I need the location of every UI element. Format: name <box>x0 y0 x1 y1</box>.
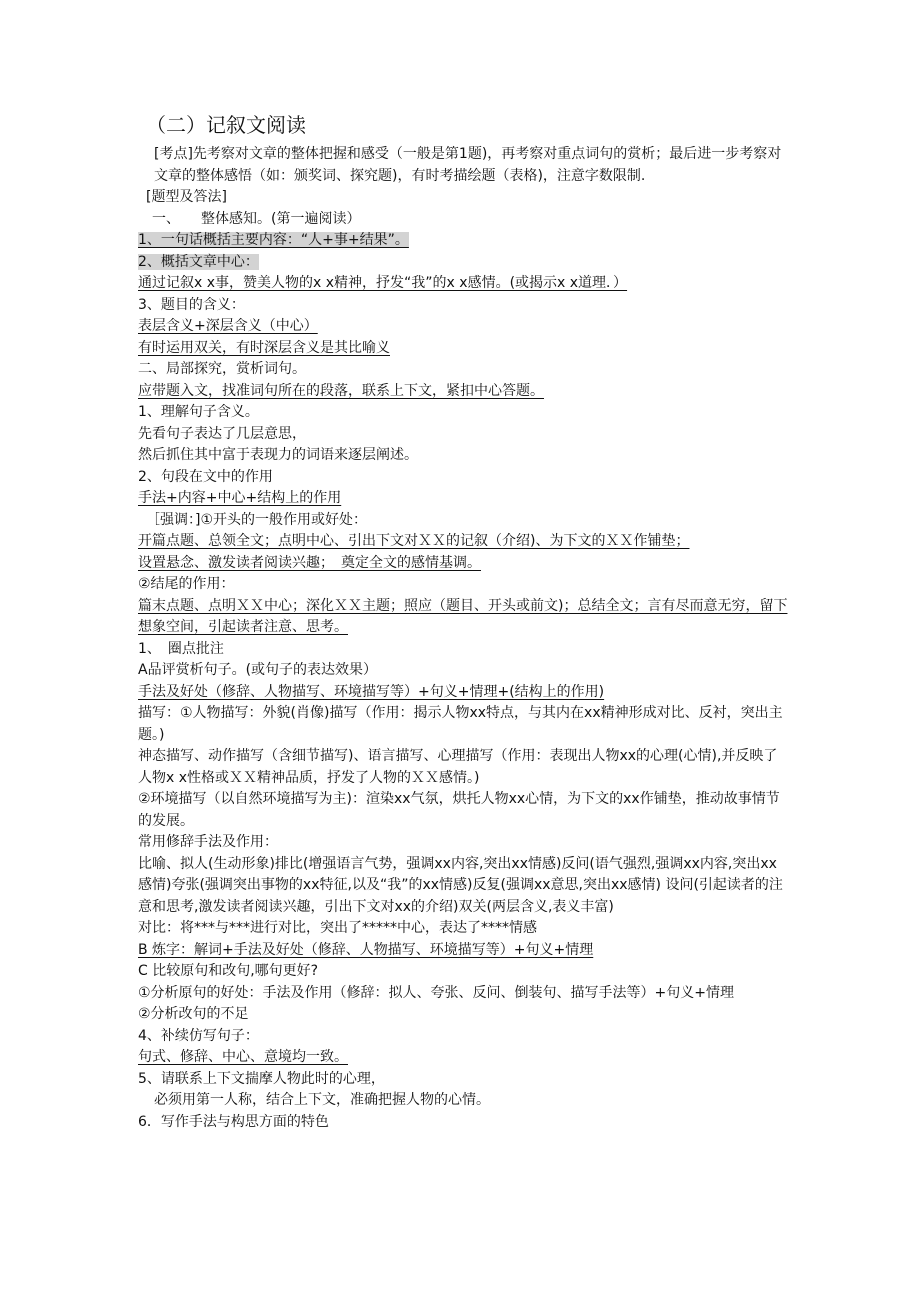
line-expression: 神态描写、动作描写（含细节描写)、语言描写、心理描写（作用：表现出人物xx的心理(心情),并反映了人物x x性格或ＸＸ精神品质，抒发了人物的ＸＸ感情。) <box>138 748 778 786</box>
line-ending: ②结尾的作用： <box>138 576 235 592</box>
line-revised: ②分析改句的不足 <box>138 1006 249 1022</box>
intro-paragraph: [考点]先考察对文章的整体把握和感受（一般是第1题)，再考察对重点词句的赏析；最后进一步考察对文章的整体感悟（如：颁奖词、探究题)，有时考描绘题（表格)，注意字数限制. <box>154 146 782 184</box>
line-role: 2、句段在文中的作用 <box>138 468 273 485</box>
line-psychology: 5、请联系上下文揣摩人物此时的心理， <box>138 1070 385 1087</box>
line-rhetoric-list: 比喻、拟人(生动形象)排比(增强语言气势，强调xx内容,突出xx情感)反问(语气强烈,强调xx内容,突出xx感情)夸张(强调突出事物的xx特征,以及“我”的xx情感)反复(强调xx意思,突出xx感情) 设问(引起读者的注意和思考,激发读者阅读兴趣，引出下文对xx的介绍)双关(两层含义,表义丰富) <box>138 855 783 915</box>
line-title-layers: 表层含义+深层含义（中心） <box>138 318 318 334</box>
line-word-refine: B 炼字：解词+手法及好处（修辞、人物描写、环境描写等）+句义+情理 <box>138 941 594 958</box>
line-layers: 先看句子表达了几层意思， <box>138 425 306 442</box>
line-words: 然后抓住其中富于表现力的词语来逐层阐述。 <box>138 447 418 463</box>
line-opening-2: 设置悬念、激发读者阅读兴趣； 奠定全文的感情基调。 <box>138 554 481 571</box>
line-center-formula: 通过记叙x x事，赞美人物的x x精神，抒发“我”的x x感情。(或揭示x x道理．） <box>138 275 628 291</box>
line-imitate-req: 句式、修辞、中心、意境均一致。 <box>138 1049 348 1065</box>
line-overall: 一、 整体感知。(第一遍阅读） <box>152 210 361 227</box>
line-annotate: 1、 圈点批注 <box>138 640 224 657</box>
line-first-person: 必须用第一人称，结合上下文，准确把握人物的心情。 <box>154 1092 490 1108</box>
line-local: 二、局部探究，赏析词句。 <box>138 361 306 377</box>
line-local-method: 应带题入文，找准词句所在的段落，联系上下文，紧扣中心答题。 <box>138 382 544 399</box>
line-title-meaning: 3、题目的含义： <box>138 296 245 313</box>
line-compare: C 比较原句和改句,哪句更好? <box>138 963 319 979</box>
line-imitate: 4、补续仿写句子： <box>138 1027 259 1044</box>
line-qtype: [题型及答法] <box>146 189 227 205</box>
section-title: （二）记叙文阅读 <box>146 113 306 137</box>
line-understand: 1、理解句子含义。 <box>138 404 259 420</box>
line-opening: 开篇点题、总领全文；点明中心、引出下文对ＸＸ的记叙（介绍)、为下文的ＸＸ作铺垫； <box>138 533 690 549</box>
line-original: ①分析原句的好处：手法及作用（修辞：拟人、夸张、反问、倒装句、描写手法等）+句义+情理 <box>138 984 735 1001</box>
line-features: 6．写作手法与构思方面的特色 <box>138 1113 329 1130</box>
line-title-pun: 有时运用双关，有时深层含义是其比喻义 <box>138 339 390 356</box>
line-appreciate: A品评赏析句子。(或句子的表达效果） <box>138 662 378 678</box>
line-environment: ②环境描写（以自然环境描写为主)：渲染xx气氛，烘托人物xx心情，为下文的xx作铺垫，推动故事情节的发展。 <box>138 791 780 829</box>
document-page <box>138 110 788 1133</box>
line-center: 2、概括文章中心： <box>138 253 259 270</box>
line-appreciate-formula: 手法及好处（修辞、人物描写、环境描写等）+句义+情理+(结构上的作用) <box>138 683 605 700</box>
line-rhetoric: 常用修辞手法及作用： <box>138 834 278 850</box>
line-ending-roles: 篇末点题、点明ＸＸ中心；深化ＸＸ主题；照应（题目、开头或前文)；总结全文；言有尽而意无穷，留下想象空间，引起读者注意、思考。 <box>138 597 788 635</box>
line-role-formula: 手法+内容+中心+结构上的作用 <box>138 490 342 506</box>
line-description: 描写：①人物描写：外貌(肖像)描写（作用：揭示人物xx特点，与其内在xx精神形成对比、反衬，突出主题。) <box>138 705 783 743</box>
line-contrast: 对比：将***与***进行对比，突出了*****中心，表达了****情感 <box>138 920 537 936</box>
line-summary: 1、一句话概括主要内容：“人+事+结果”。 <box>138 232 409 248</box>
line-emphasis: ［强调：]①开头的一般作用或好处： <box>146 511 368 528</box>
